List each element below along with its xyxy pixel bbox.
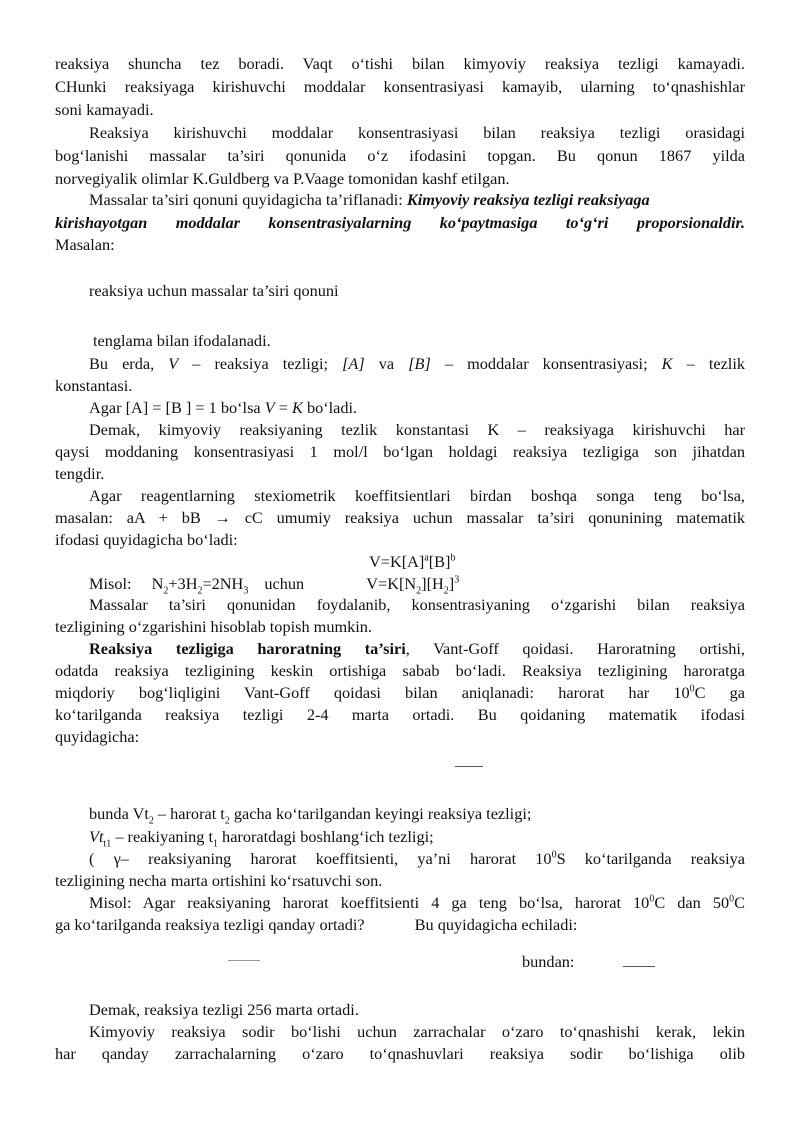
exponent: 0: [729, 893, 735, 905]
text-span: – reaksiya tezligi;: [178, 354, 343, 373]
exponent: 0: [689, 683, 695, 695]
text-line: [55, 914, 745, 936]
subscript: 2: [224, 815, 230, 827]
text-span: Misol:: [89, 574, 132, 593]
text-line: tengdir.: [55, 464, 105, 483]
text-line: Masalan:: [55, 235, 115, 254]
text-line: masalan: aA + bB → cC umumiy reaksiya uchun massalar ta’siri qonunining matematik: [55, 508, 745, 527]
text-span: C ga: [694, 683, 745, 702]
law-definition: Kimyoviy reaksiya tezligi reaksiyaga: [406, 190, 650, 209]
text-line: Demak, kimyoviy reaksiyaning tezlik konstantasi K – reaksiyaga kirishuvchi har: [89, 420, 745, 439]
text-line: odatda reaksiya tezligining keskin ortishiga sabab bo‘ladi. Reaksiya tezligining haroratga: [55, 661, 745, 680]
text-span: bunda Vt: [89, 804, 149, 823]
text-span: va: [364, 354, 409, 373]
formula-part: N: [151, 574, 164, 593]
exponent: b: [450, 552, 456, 564]
text-line: ifodasi quyidagicha bo‘ladi:: [55, 530, 238, 549]
formula-part: [B]: [428, 552, 451, 571]
text-line: soni kamayadi.: [55, 100, 154, 119]
text-span: S ko‘tarilganda reaksiya: [556, 849, 746, 868]
text-span: C dan 50: [654, 893, 730, 912]
formula-part: +3H: [168, 574, 198, 593]
subscript: 1: [212, 838, 218, 850]
exponent: 3: [454, 574, 460, 586]
subscript: 2: [148, 815, 154, 827]
text-line: qaysi moddaning konsentrasiyasi 1 mol/l bo‘lgan holdagi reaksiya tezligiga son jihatdan: [55, 442, 745, 461]
text-line: [89, 189, 745, 211]
text-line: Reaksiya kirishuvchi moddalar konsentrasiyasi bilan reaksiya tezligi orasidagi: [89, 123, 745, 142]
text-line: Massalar ta’siri qonunidan foydalanib, konsentrasiyaning o‘zgarishi bilan reaksiya: [89, 595, 745, 614]
text-span: – reakiyaning t: [111, 827, 213, 846]
text-span: Agar [A] = [B ] = 1 bo‘lsa: [89, 398, 265, 417]
exponent: a: [424, 552, 429, 564]
symbol-vt: Vt: [89, 827, 104, 846]
subscript: 2: [443, 585, 449, 597]
text-line: [89, 353, 745, 375]
exponent: 0: [649, 893, 655, 905]
text-line: Agar reagentlarning stexiometrik koeffitsientlari birdan boshqa songa teng bo‘lsa,: [89, 486, 745, 505]
subscript: 3: [243, 585, 249, 597]
text-span: Misol: Agar reaksiyaning harorat koeffitsienti 4 ga teng bo‘lsa, harorat 10: [89, 893, 650, 912]
text-span: uchun: [264, 574, 305, 593]
text-line: ko‘tarilganda reaksiya tezligi 2-4 marta ortadi. Bu qoidaning matematik ifodasi: [55, 705, 745, 724]
subscript: 2: [416, 585, 422, 597]
law-definition: kirishayotgan moddalar konsentrasiyalarning ko‘paytmasiga to‘g‘ri proporsionaldir.: [55, 213, 745, 232]
text-line: tenglama bilan ifodalanadi.: [93, 331, 271, 350]
symbol-b: [B]: [408, 354, 431, 373]
text-line: tezligining necha marta ortishini ko‘rsatuvchi son.: [55, 871, 383, 890]
text-line: reaksiya shuncha tez boradi. Vaqt o‘tishi bilan kimyoviy reaksiya tezligi kamayadi.: [55, 54, 745, 73]
fraction-bar: [228, 960, 260, 961]
text-span: miqdoriy bog‘liqligini Vant-Goff qoidasi bilan aniqlanadi: harorat har 10: [55, 683, 690, 702]
text-line: konstantasi.: [55, 376, 133, 395]
subscript: 2: [197, 585, 203, 597]
text-line: [89, 803, 745, 825]
text-span: ( γ– reaksiyaning harorat koeffitsienti, ya’ni harorat 10: [89, 849, 552, 868]
symbol-v: V: [168, 354, 179, 373]
text-span: C: [734, 893, 745, 912]
text-line: norvegiyalik olimlar K.Guldberg va P.Vaage tomonidan kashf etilgan.: [55, 169, 510, 188]
text-line: reaksiya uchun massalar ta’siri qonuni: [89, 281, 339, 300]
text-line: [89, 397, 745, 419]
section-heading: Reaksiya tezligiga haroratning ta’siri: [89, 639, 406, 658]
ammonia-equation: [151, 574, 249, 597]
formula-part: =2NH: [202, 574, 244, 593]
formula-part: V=K[A]: [369, 552, 425, 571]
text-line: Demak, reaksiya tezligi 256 marta ortadi.: [89, 1000, 359, 1019]
text-span: gacha ko‘tarilgandan keyingi reaksiya tezligi;: [229, 804, 532, 823]
formula-part: ][H: [421, 574, 444, 593]
text-span: , Vant-Goff qoidasi. Haroratning ortishi,: [405, 639, 745, 658]
symbol-k: K: [292, 398, 303, 417]
symbol-a: [A]: [342, 354, 365, 373]
text-line: har qanday zarrachalarning o‘zaro to‘qnashuvlari reaksiya sodir bo‘lishiga olib: [55, 1044, 745, 1063]
subscript: 2: [163, 585, 169, 597]
symbol-v: V: [264, 398, 275, 417]
text-line: tezligining o‘zgarishini hisoblab topish mumkin.: [55, 617, 372, 636]
text-span: =: [274, 398, 292, 417]
formula-part: V=K[N: [366, 574, 417, 593]
text-line: [55, 682, 745, 704]
text-span: – moddalar konsentrasiyasi;: [430, 354, 662, 373]
text-line: bundan:: [522, 952, 575, 971]
text-span: Bu erda,: [89, 354, 169, 373]
text-span: haroratdagi boshlang‘ich tezligi;: [217, 827, 434, 846]
formula-part: ]: [448, 574, 455, 593]
formula-mass-action: [369, 551, 569, 573]
text-line: quyidagicha:: [55, 727, 140, 746]
text-line: bog‘lanishi massalar ta’siri qonunida o‘z ifodasini topgan. Bu qonun 1867 yilda: [55, 146, 745, 165]
text-span: – tezlik: [672, 354, 745, 373]
text-line: CHunki reaksiyaga kirishuvchi moddalar konsentrasiyasi kamayib, ularning to‘qnashishlar: [55, 77, 745, 96]
text-line: [89, 848, 745, 870]
fraction-bar: [623, 966, 655, 967]
text-line: [89, 892, 745, 914]
text-span: ga ko‘tarilganda reaksiya tezligi qanday ortadi?: [55, 915, 365, 934]
text-span: Massalar ta’siri qonuni quyidagicha ta’riflanadi:: [89, 190, 407, 209]
text-line: Kimyoviy reaksiya sodir bo‘lishi uchun zarrachalar o‘zaro to‘qnashishi kerak, lekin: [89, 1022, 745, 1041]
text-line: [89, 638, 745, 660]
ammonia-rate-formula: [366, 574, 460, 597]
text-span: – harorat t: [153, 804, 225, 823]
example-line: [89, 573, 589, 595]
exponent: 0: [551, 849, 557, 861]
symbol-k: K: [661, 354, 673, 373]
fraction-bar: [455, 766, 483, 767]
text-span: Bu quyidagicha echiladi:: [414, 915, 578, 934]
text-span: bo‘ladi.: [302, 398, 358, 417]
text-line: [89, 826, 745, 848]
subscript: t1: [103, 838, 112, 850]
